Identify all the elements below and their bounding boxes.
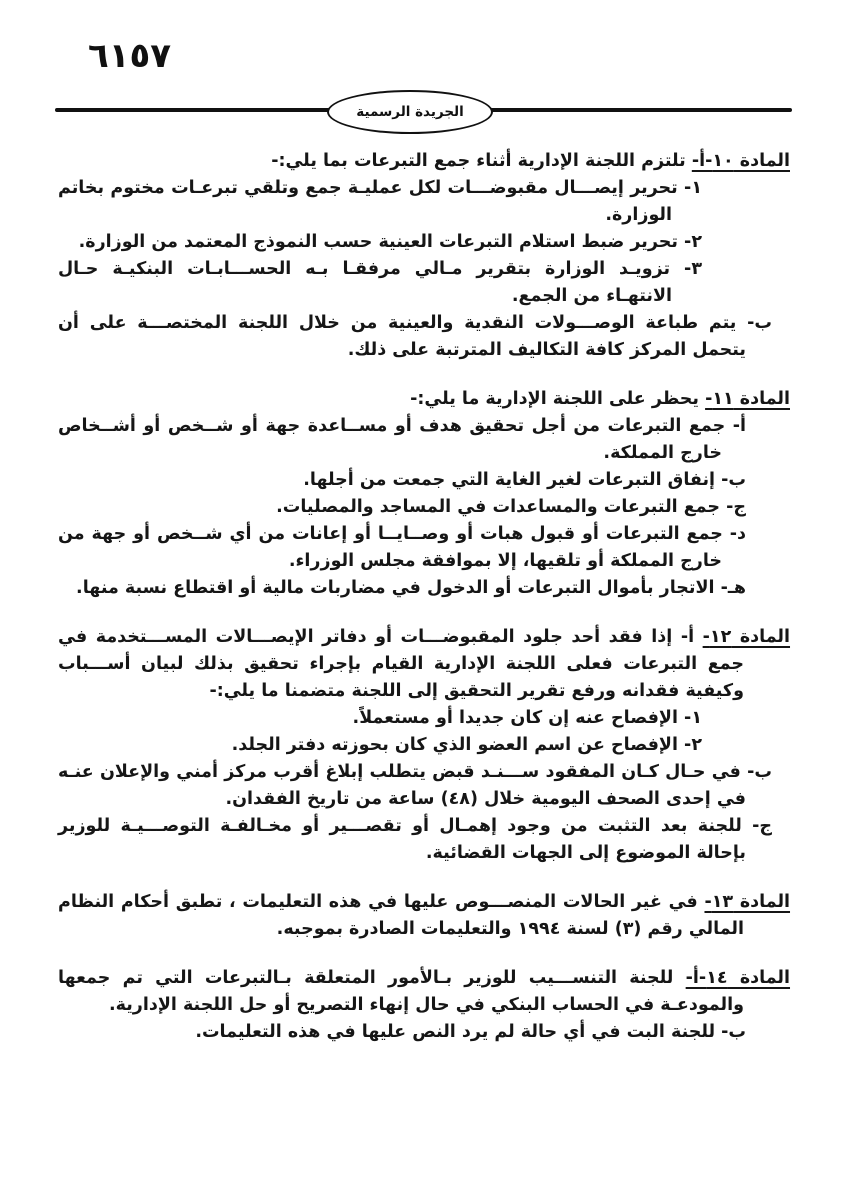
- article-13-heading: [58, 889, 790, 943]
- article-12-label: المادة ١٢-: [702, 627, 791, 647]
- article-12-heading: [58, 624, 790, 705]
- article-12-item-1: ١- الإفصاح عنه إن كان جديدا أو مستعملاً.: [352, 708, 702, 728]
- article-14-heading: [58, 965, 790, 1019]
- article-13-label: المادة ١٣-: [704, 892, 791, 912]
- article-13: [58, 889, 790, 943]
- article-11-label: المادة ١١-: [705, 389, 790, 409]
- article-10-item-2: ٢- تحرير ضبط استلام التبرعات العينية حسب النموذج المعتمد من الوزارة.: [78, 232, 702, 252]
- article-11-clause-h: هـ- الاتجار بأموال التبرعات أو الدخول في مضاربات مالية أو اقتطاع نسبة منها.: [76, 578, 746, 598]
- article-12-clause-b: ب- في حـال كـان المفقود ســـنـد قبض يتطلب إبلاغ أقرب مركز أمني والإعلان عنـه في إحدى الصحف اليومية خلال (٤٨) ساعة من تاريخ الفقدان.: [58, 762, 772, 809]
- article-10: [58, 148, 790, 364]
- article-10-item-3: ٣- تزويـد الوزارة بتقرير مـالي مرفقـا بـه الحســـابـات البنكيـة حـال الانتهـاء من الجمع.: [58, 259, 702, 306]
- article-11-heading: [58, 386, 790, 413]
- article-14-clause-b: ب- للجنة البت في أي حالة لم يرد النص عليها في هذه التعليمات.: [195, 1022, 746, 1042]
- document-body: [58, 148, 790, 1046]
- article-10-label: المادة ١٠-أ-: [691, 151, 790, 171]
- article-14-label: المادة ١٤-أ-: [685, 968, 791, 988]
- article-11-clause-d: د- جمع التبرعات أو قبول هبات أو وصــايــا أو إعانات من أي شــخص أو جهة من خارج المملكة أو تلقيها، إلا بموافقة مجلس الوزراء.: [58, 524, 746, 571]
- gazette-title: الجريدة الرسمية: [356, 104, 464, 120]
- article-10-item-1: ١- تحرير إيصـــال مقبوضـــات لكل عمليـة جمع وتلقي تبرعـات مختوم بخاتم الوزارة.: [58, 178, 702, 225]
- article-14-intro: للجنة التنســـيب للوزير بـالأمور المتعلقة بـالتبرعات التي تم جمعها والمودعـة في الحساب البنكي في حال إنهاء التصريح أو حل اللجنة الإدارية.: [58, 968, 744, 1015]
- article-13-intro: في غير الحالات المنصـــوص عليها في هذه التعليمات ، تطبق أحكام النظام المالي رقم (٣) لسنة ١٩٩٤ والتعليمات الصادرة بموجبه.: [58, 892, 744, 939]
- article-10-clause-b: ب- يتم طباعة الوصـــولات النقدية والعينية من خلال اللجنة المختصـــة على أن يتحمل المركز كافة التكاليف المترتبة على ذلك.: [58, 313, 772, 360]
- article-12-clause-j: ج- للجنة بعد التثبت من وجود إهمـال أو تقصـــير أو مخـالفـة التوصـــيـة للوزير بإحالة الموضوع إلى الجهات القضائية.: [58, 816, 772, 863]
- article-11-intro: يحظر على اللجنة الإدارية ما يلي:-: [410, 389, 699, 409]
- page-number: ٦١٥٧: [88, 36, 172, 76]
- article-11-clause-a: أ- جمع التبرعات من أجل تحقيق هدف أو مســاعدة جهة أو شــخص أو أشــخاص خارج المملكة.: [58, 416, 746, 463]
- article-11-clause-b: ب- إنفاق التبرعات لغير الغاية التي جمعت من أجلها.: [303, 470, 746, 490]
- header-divider: [55, 100, 792, 120]
- article-12-intro: أ- إذا فقد أحد جلود المقبوضـــات أو دفاتر الإيصـــالات المســـتخدمة في جمع التبرعات فعلى اللجنة الإدارية القيام بإجراء تحقيق بذلك لبيان أســـباب وكيفية فقدانه ورفع تقرير التحقيق إلى اللجنة متضمنا ما يلي:-: [58, 627, 744, 701]
- article-14: [58, 965, 790, 1046]
- article-10-heading: [58, 148, 790, 175]
- gazette-title-badge: [327, 90, 493, 134]
- article-12: [58, 624, 790, 867]
- article-11-clause-j: ج- جمع التبرعات والمساعدات في المساجد والمصليات.: [276, 497, 746, 517]
- article-10-intro: تلتزم اللجنة الإدارية أثناء جمع التبرعات بما يلي:-: [271, 151, 686, 171]
- article-11: [58, 386, 790, 602]
- article-12-item-2: ٢- الإفصاح عن اسم العضو الذي كان بحوزته دفتر الجلد.: [231, 735, 702, 755]
- page-header: [0, 0, 850, 140]
